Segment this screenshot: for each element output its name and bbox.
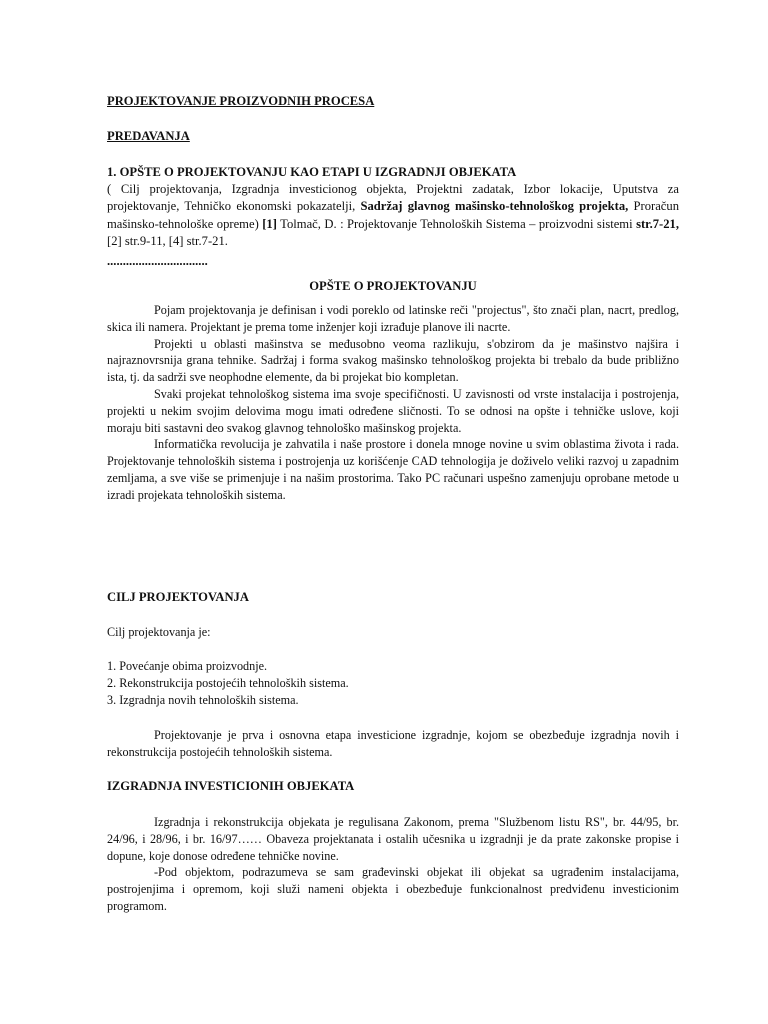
dotted-separator: ................................: [107, 254, 208, 268]
goal-list: [107, 658, 679, 708]
lectures-heading: PREDAVANJA: [107, 129, 190, 143]
intro-bold-2: [1]: [262, 216, 277, 231]
paragraph: Informatička revolucija je zahvatila i naše prostore i donela mnoge novine u svim oblastima života i rada. Projektovanje tehnoloških sistema i postrojenja uz korišćenje CAD tehnologija je doživelo veliki razvoj u zapadnim zemljama, a sve više se primenjuje i na našim prostorima. Tako PC računari uspešno zamenjuju oprobane metode u izradi projekata tehnoloških sistema.: [107, 437, 679, 502]
general-section: [107, 302, 679, 504]
section1-heading: 1. OPŠTE O PROJEKTOVANJU KAO ETAPI U IZGRADNJI OBJEKATA: [107, 165, 517, 179]
investment-heading: IZGRADNJA INVESTICIONIH OBJEKATA: [107, 779, 355, 793]
intro-bold-1: Sadržaj glavnog mašinsko-tehnološkog projekta,: [360, 199, 629, 214]
list-item: 3. Izgradnja novih tehnoloških sistema.: [107, 692, 299, 707]
paragraph: -Pod objektom, podrazumeva se sam građevinski objekat ili objekat sa ugrađenim instalacijama, postrojenjima i opremom, koji služi nameni objekta i obezbeđuje funkcionalnost predviđenu investicionim programom.: [107, 865, 679, 913]
document-title: PROJEKTOVANJE PROIZVODNIH PROCESA: [107, 94, 375, 108]
list-item: 2. Rekonstrukcija postojećih tehnoloških sistema.: [107, 675, 349, 690]
intro-text-2: Proračun mašinsko-tehnološke opreme): [107, 199, 679, 231]
paragraph: Izgradnja i rekonstrukcija objekata je regulisana Zakonom, prema "Službenom listu RS", br. 44/95, br. 24/96, i 28/96, i br. 16/97…… Obaveza projektanata i ostalih učesnika u izgradnji je da prate zakonske propise i dopune, koje donose određene tehničke novine.: [107, 815, 679, 863]
investment-section: [107, 814, 679, 915]
intro-text-1: ( Cilj projektovanja, Izgradnja investicionog objekta, Projektni zadatak, Izbor lokacije, Uputstva za projektovanje, Tehničko ekonomski pokazatelji,: [107, 182, 679, 214]
intro-text-3: Tolmač, D. : Projektovanje Tehnoloških Sistema – proizvodni sistemi: [276, 216, 637, 231]
general-heading: OPŠTE O PROJEKTOVANJU: [309, 279, 477, 293]
paragraph: Projekti u oblasti mašinstva se međusobno veoma razlikuju, s'obzirom da je mašinstvo najšira i najraznovrsnija grana tehnike. Sadržaj i forma svakog mašinsko tehnološkog projekta bi trebalo da bude približno ista, tj. da sadrži sve neophodne elemente, da bi projekat bio kompletan.: [107, 336, 679, 385]
intro-text-4: [2] str.9-11, [4] str.7-21.: [107, 234, 228, 249]
goal-intro: Cilj projektovanja je:: [107, 625, 211, 639]
list-item: 1. Povećanje obima proizvodnje.: [107, 659, 268, 673]
goal-heading: CILJ PROJEKTOVANJA: [107, 590, 249, 604]
paragraph: Pojam projektovanja je definisan i vodi poreklo od latinske reči "projectus", što znači plan, nacrt, predlog, skica ili namera. Projektant je prema tome inženjer koji izrađuje planove ili nacrte.: [107, 303, 679, 334]
paragraph: Projektovanje je prva i osnovna etapa investicione izgradnje, kojom se obezbeđuje izgradnja novih i rekonstrukcija postojećih tehnoloških sistema.: [107, 728, 679, 759]
intro-paragraph: [107, 181, 679, 251]
intro-bold-3: str.7-21,: [636, 216, 679, 231]
goal-paragraph-block: [107, 727, 679, 761]
paragraph: Svaki projekat tehnološkog sistema ima svoje specifičnosti. U zavisnosti od vrste instalacija i postrojenja, projekti u nekim svojim delovima mogu imati određene sličnosti. To se odnosi na opšte i tehničke uslove, koji moraju biti sastavni deo svakog glavnog tehnološko mašinskog projekta.: [107, 386, 679, 435]
